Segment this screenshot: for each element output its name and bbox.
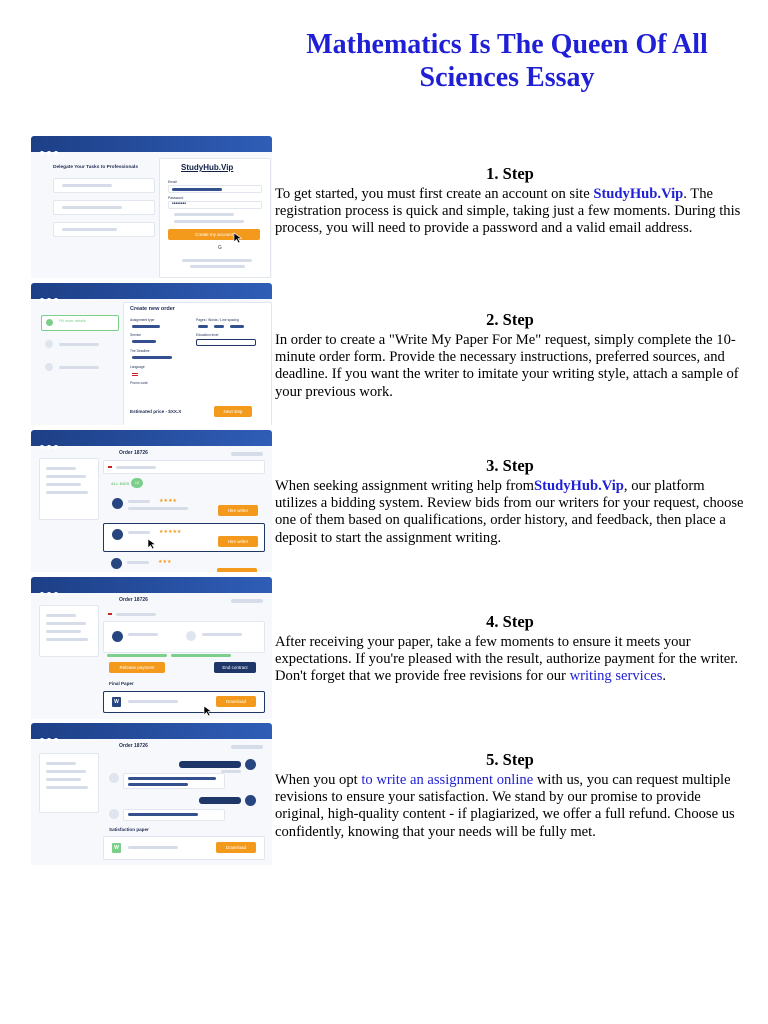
step-heading: 2. Step [486,310,534,329]
window-dots-icon [40,142,61,160]
download-button[interactable]: Download [216,842,256,853]
browser-bar [31,723,272,739]
feature-card [53,222,155,237]
step-body: To get started, you must first create an account on site StudyHub.Vip. The registration process is quick and simple, taking just a few moments. During this process, you will need to provide a password and a valid email address. [275,186,741,237]
pages-label: Pages / Words / Line spacing [196,318,239,322]
education-field[interactable] [196,339,256,346]
browser-bar [31,430,272,446]
delegate-heading: Delegate Your Tasks to Professionals [53,165,139,170]
hire-writer-button[interactable]: Hire writer [218,536,258,547]
chat-bubble-in [123,809,225,821]
download-button[interactable]: Download [216,696,256,707]
deadline-label: The Deadline [130,349,150,353]
window-dots-icon [40,289,61,307]
cursor-icon [147,538,157,550]
sidebar-panel [39,458,99,520]
satisfaction-paper-file [103,836,265,860]
writer-avatar [111,558,122,569]
step2-screenshot [31,283,272,425]
estimated-price: Estimated price - $XX.X [130,409,182,414]
window-dots-icon [40,436,61,454]
service-label: Service [130,333,141,337]
step5-screenshot [31,723,272,865]
step1-screenshot [31,136,272,278]
end-contract-button[interactable]: End contract [214,662,256,673]
inline-link[interactable]: StudyHub.Vip [533,478,624,494]
bid-row [103,494,265,518]
user-avatar [245,795,256,806]
bid-row-selected [103,523,265,552]
step-heading: 3. Step [486,456,534,475]
feature-card [53,200,155,215]
all-bids-label: ALL BIDS [111,481,130,486]
user-avatar [245,759,256,770]
final-paper-file [103,691,265,713]
order-step-item [41,315,119,331]
order-number: Order 18726 [119,743,148,749]
step-heading: 5. Step [486,750,534,769]
studyhub-logo: StudyHub.Vip [181,163,234,172]
sidebar-panel [39,605,99,657]
sidebar-panel [39,753,99,813]
order-number: Order 18726 [119,597,148,603]
step-5 [275,750,745,841]
step-3 [275,456,745,547]
chat-bubble-in [123,773,225,789]
google-icon[interactable]: G [218,245,222,251]
password-mask: •••••••• [172,201,187,207]
rating-stars-icon: ★★★ [158,559,172,565]
hire-writer-button-partial[interactable] [217,568,257,572]
writer-card [103,621,265,653]
writer-avatar [109,773,119,783]
rating-stars-icon: ★★★★★ [159,529,182,535]
signup-form [159,158,271,278]
order-step-label: Fill order details [59,319,86,323]
order-number: Order 18726 [119,450,148,456]
order-form-title: Create new order [130,306,175,312]
step-heading: 4. Step [486,612,534,631]
step-4 [275,612,745,686]
window-dots-icon [40,583,61,601]
step-1 [275,164,745,238]
browser-bar [31,577,272,593]
step-body: In order to create a "Write My Paper For Me" request, simply complete the 10-minute order form. Provide the necessary instructions, preferred sources, and deadline. If you want the writer to imitate your writing style, attach a sample of your previous work. [275,332,739,400]
password-label: Password [168,196,184,200]
hire-writer-button[interactable]: Hire writer [218,505,258,516]
step-body: When seeking assignment writing help fromStudyHub.Vip, our platform utilizes a bidding system. Review bids from our writers for your request, choose one of them based on qualifications, order history, and feedback, then place a deposit to start the assignment writing. [275,478,744,546]
assignment-type-label: Assignment type [130,318,155,322]
us-flag-icon [132,373,138,377]
release-payment-button[interactable]: Release payment [109,662,165,673]
browser-bar [31,283,272,299]
satisfaction-paper-label: Satisfaction paper [109,827,149,832]
final-paper-label: Final Paper [109,681,134,686]
inline-link[interactable]: StudyHub.Vip [593,186,684,202]
writer-avatar [112,498,123,509]
step-2 [275,310,745,401]
promo-label: Promo code [130,381,148,385]
step-heading: 1. Step [486,164,534,183]
window-dots-icon [40,729,61,747]
order-summary [103,460,265,474]
education-label: Education level [196,333,219,337]
step-body: After receiving your paper, take a few moments to ensure it meets your expectations. If you're pleased with the result, authorize payment for the writer. Don't forget that we provide free revisions for our writing services. [275,634,738,685]
browser-bar [31,136,272,152]
inline-link[interactable]: to write an assignment online [361,772,534,788]
writer-avatar [112,631,123,642]
order-form [123,302,272,425]
order-summary [103,609,265,619]
email-label: Email [168,180,177,184]
feature-card [53,178,155,193]
file-icon: W [112,843,121,853]
step3-screenshot [31,430,272,572]
cursor-icon [203,705,213,717]
language-label: Language [130,365,145,369]
password-field[interactable] [168,201,262,209]
bids-count-badge: 10 [131,478,143,488]
step4-screenshot [31,577,272,719]
step-body: When you opt to write an assignment online with us, you can request multiple revisions to ensure your satisfaction. We stand by our promise to provide original, high-quality content - if plagiarized, we offer a full refund. Choose us confidently, knowing that your needs will be fully met. [275,772,735,840]
inline-link[interactable]: writing services [569,668,663,685]
next-step-button[interactable]: Next step [214,406,252,417]
cursor-icon [233,232,243,244]
writer-avatar [109,809,119,819]
writer-avatar [112,529,123,540]
rating-stars-icon: ★★★★ [159,498,177,504]
chat-bubble-out [179,761,241,768]
word-file-icon: W [112,697,121,707]
create-account-button[interactable]: Create my account [168,229,260,240]
chat-bubble-out [199,797,241,804]
email-field[interactable] [168,185,262,193]
page-title: Mathematics Is The Queen Of All Sciences Essay [306,29,708,93]
